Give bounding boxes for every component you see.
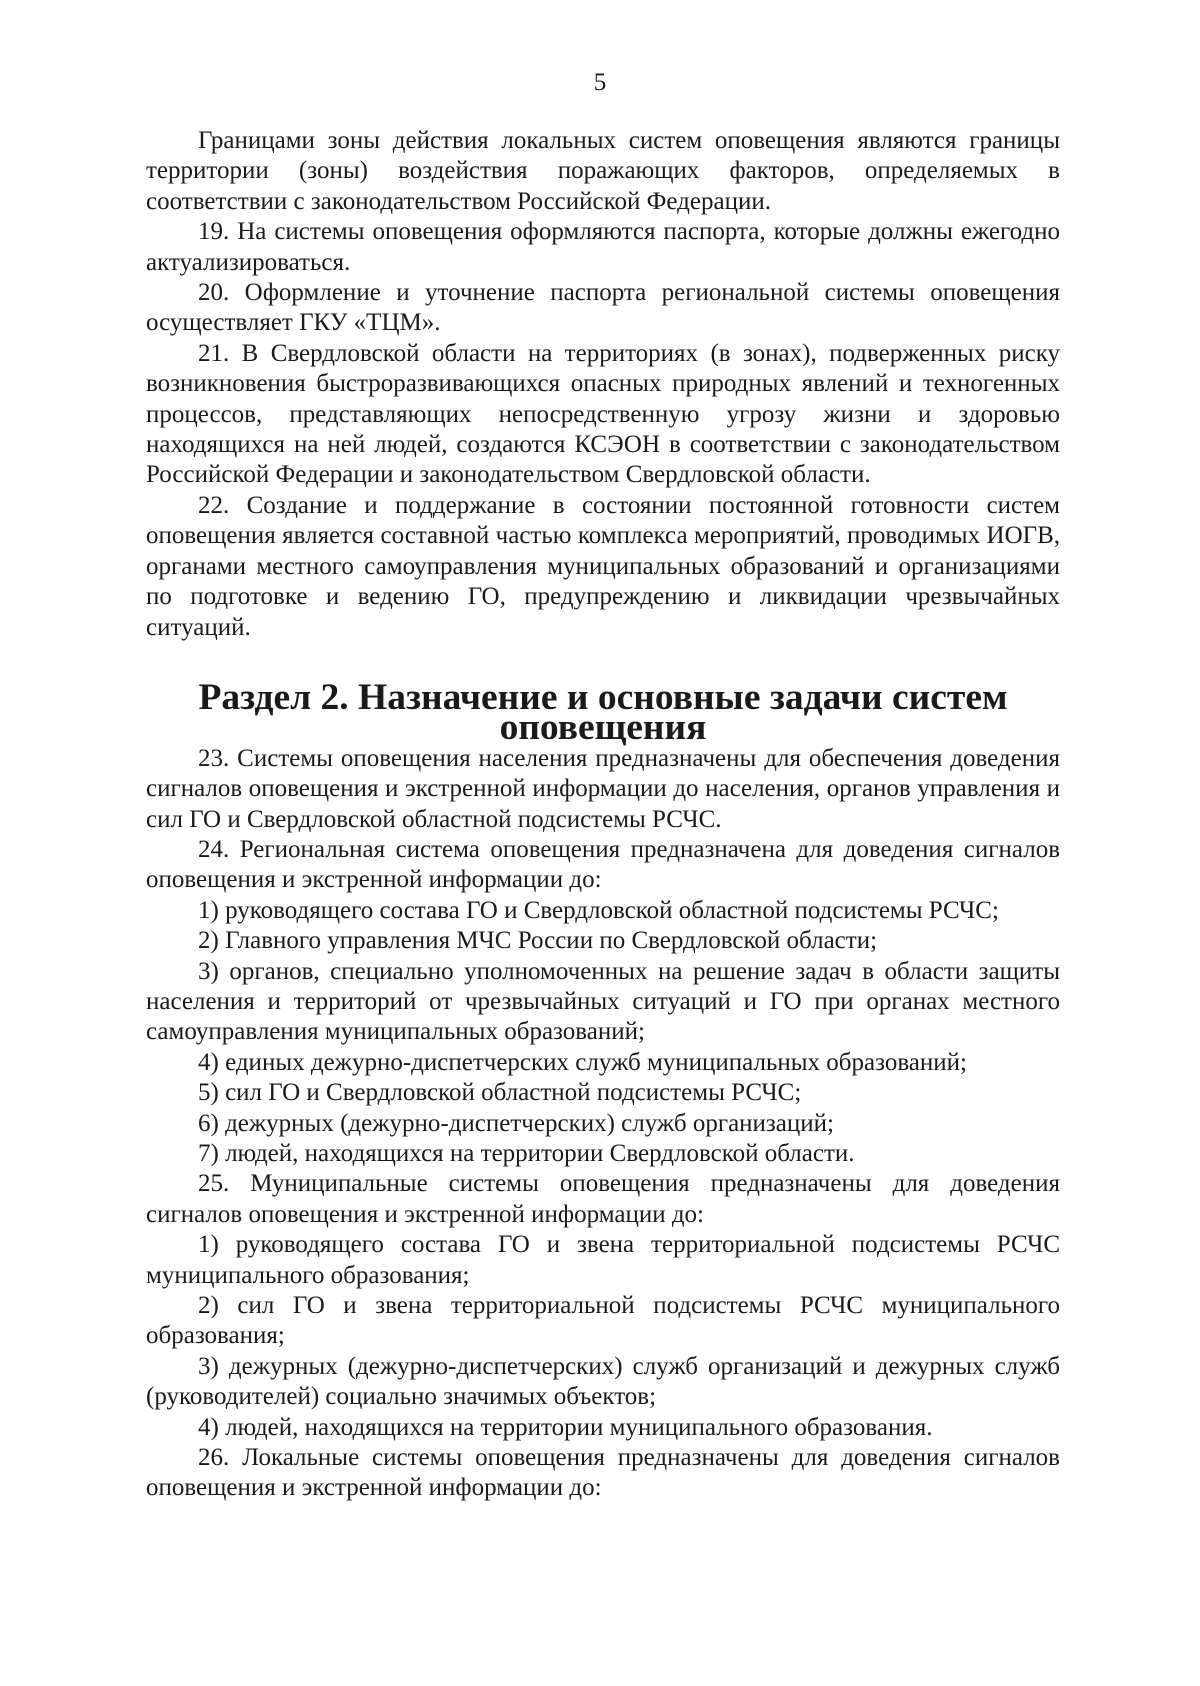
list-item-24-7: 7) людей, находящихся на территории Свердловской области. [198, 1140, 855, 1167]
list-item-24-2: 2) Главного управления МЧС России по Свердловской области; [198, 927, 878, 955]
paragraph-zone-boundaries: Границами зоны действия локальных систем оповещения являются границы территории (зоны) воздействия поражающих факторов, определяемых в соответствии с законодательством Российской Федерации. [146, 127, 1060, 215]
list-item-24-3: 3) органов, специально уполномоченных на решение задач в области защиты населения и территорий от чрезвычайных ситуаций и ГО при органах местного самоуправления муниципальных образований; [146, 957, 1060, 1046]
list-item-24-5: 5) сил ГО и Свердловской областной подсистемы РСЧС; [198, 1079, 802, 1107]
paragraph-19: 19. На системы оповещения оформляются паспорта, которые должны ежегодно актуализироваться. [146, 218, 1060, 276]
paragraph-24: 24. Региональная система оповещения предназначена для доведения сигналов оповещения и экстренной информации до: [146, 835, 1060, 894]
paragraph-23: 23. Системы оповещения населения предназначены для обеспечения доведения сигналов оповещения и экстренной информации до населения, органов управления и сил ГО и Свердловской областной подсистемы РСЧС. [146, 744, 1060, 833]
page-number: 5 [593, 69, 607, 96]
list-item-25-4: 4) людей, находящихся на территории муниципального образования. [198, 1413, 933, 1441]
section-2-title: Раздел 2. Назначение и основные задачи систем оповещения [198, 676, 1008, 749]
list-item-24-1: 1) руководящего состава ГО и Свердловской областной подсистемы РСЧС; [198, 896, 999, 924]
list-item-25-1: 1) руководящего состава ГО и звена территориальной подсистемы РСЧС муниципального образования; [146, 1231, 1060, 1289]
document-body [146, 126, 1060, 1504]
paragraph-22: 22. Создание и поддержание в состоянии постоянной готовности систем оповещения является составной частью комплекса мероприятий, проводимых ИОГВ, органами местного самоуправления муниципальных образований и организациями по подготовке и ведению ГО, предупреждению и ликвидации чрезвычайных ситуаций. [146, 491, 1060, 641]
paragraph-26: 26. Локальные системы оповещения предназначены для доведения сигналов оповещения и экстренной информации до: [146, 1444, 1060, 1502]
list-item-25-3: 3) дежурных (дежурно-диспетчерских) служб организаций и дежурных служб (руководителей) социально значимых объектов; [146, 1352, 1060, 1411]
paragraph-20: 20. Оформление и уточнение паспорта региональной системы оповещения осуществляет ГКУ «ТЦМ». [146, 279, 1060, 337]
paragraph-21: 21. В Свердловской области на территориях (в зонах), подверженных риску возникновения быстроразвивающихся опасных природных явлений и техногенных процессов, представляющих непосредственную угрозу жизни и здоровью находящихся на ней людей, создаются КСЭОН в соответствии с законодательством Российской Федерации и законодательством Свердловской области. [146, 339, 1060, 489]
list-item-24-4: 4) единых дежурно-диспетчерских служб муниципальных образований; [198, 1048, 967, 1076]
list-item-24-6: 6) дежурных (дежурно-диспетчерских) служб организаций; [198, 1109, 834, 1137]
list-item-25-2: 2) сил ГО и звена территориальной подсистемы РСЧС муниципального образования; [146, 1292, 1060, 1350]
paragraph-25: 25. Муниципальные системы оповещения предназначены для доведения сигналов оповещения и экстренной информации до: [146, 1170, 1060, 1228]
